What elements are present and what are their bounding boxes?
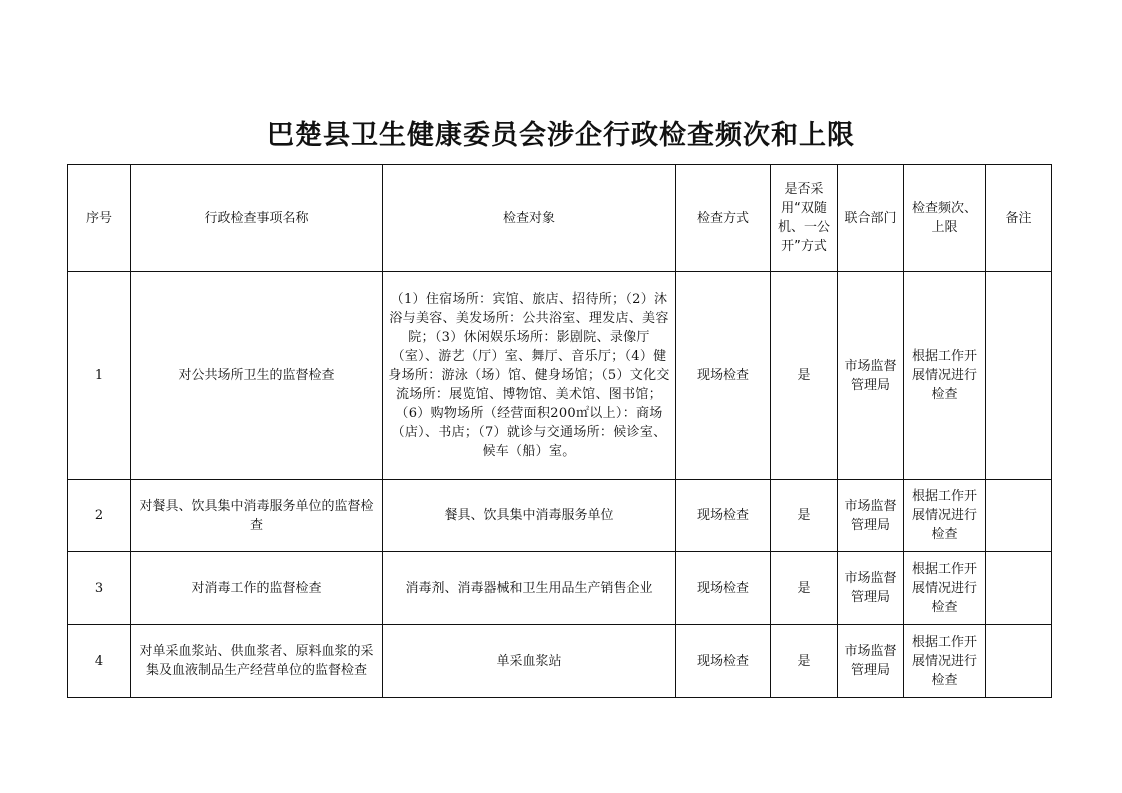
cell-seq: 4 [68, 625, 131, 698]
cell-method: 现场检查 [676, 625, 771, 698]
cell-joint-dept: 市场监督管理局 [838, 480, 904, 552]
cell-double-random: 是 [771, 480, 838, 552]
cell-joint-dept: 市场监督管理局 [838, 552, 904, 625]
inspection-table [67, 164, 1052, 698]
cell-item-name: 对单采血浆站、供血浆者、原料血浆的采集及血液制品生产经营单位的监督检查 [131, 625, 383, 698]
header-joint-dept: 联合部门 [838, 165, 904, 272]
cell-item-name: 对消毒工作的监督检查 [131, 552, 383, 625]
cell-object: 单采血浆站 [383, 625, 676, 698]
cell-seq: 1 [68, 272, 131, 480]
table-row [68, 552, 1052, 625]
cell-object: 餐具、饮具集中消毒服务单位 [383, 480, 676, 552]
table-row [68, 480, 1052, 552]
table-row [68, 272, 1052, 480]
cell-frequency: 根据工作开展情况进行检查 [904, 272, 986, 480]
cell-item-name: 对公共场所卫生的监督检查 [131, 272, 383, 480]
cell-method: 现场检查 [676, 480, 771, 552]
header-object: 检查对象 [383, 165, 676, 272]
cell-method: 现场检查 [676, 552, 771, 625]
cell-frequency: 根据工作开展情况进行检查 [904, 625, 986, 698]
cell-remark [986, 272, 1052, 480]
cell-object: 消毒剂、消毒器械和卫生用品生产销售企业 [383, 552, 676, 625]
cell-remark [986, 552, 1052, 625]
cell-joint-dept: 市场监督管理局 [838, 625, 904, 698]
cell-seq: 3 [68, 552, 131, 625]
header-double-random: 是否采用“双随机、一公开”方式 [771, 165, 838, 272]
cell-joint-dept: 市场监督管理局 [838, 272, 904, 480]
cell-double-random: 是 [771, 272, 838, 480]
header-item-name: 行政检查事项名称 [131, 165, 383, 272]
header-frequency: 检查频次、上限 [904, 165, 986, 272]
cell-double-random: 是 [771, 552, 838, 625]
cell-object: （1）住宿场所：宾馆、旅店、招待所；（2）沐浴与美容、美发场所：公共浴室、理发店、美容院；（3）休闲娱乐场所：影剧院、录像厅（室）、游艺（厅）室、舞厅、音乐厅；（4）健身场所：游泳（场）馆、健身场馆；（5）文化交流场所：展览馆、博物馆、美术馆、图书馆；（6）购物场所（经营面积200㎡以上）：商场（店）、书店；（7）就诊与交通场所：候诊室、候车（船）室。 [383, 272, 676, 480]
cell-frequency: 根据工作开展情况进行检查 [904, 480, 986, 552]
cell-remark [986, 480, 1052, 552]
cell-item-name: 对餐具、饮具集中消毒服务单位的监督检查 [131, 480, 383, 552]
cell-seq: 2 [68, 480, 131, 552]
header-remark: 备注 [986, 165, 1052, 272]
table-header-row [68, 165, 1052, 272]
page-title: 巴楚县卫生健康委员会涉企行政检查频次和上限 [267, 120, 855, 152]
cell-method: 现场检查 [676, 272, 771, 480]
cell-double-random: 是 [771, 625, 838, 698]
header-seq: 序号 [68, 165, 131, 272]
cell-remark [986, 625, 1052, 698]
cell-frequency: 根据工作开展情况进行检查 [904, 552, 986, 625]
table-row [68, 625, 1052, 698]
header-method: 检查方式 [676, 165, 771, 272]
